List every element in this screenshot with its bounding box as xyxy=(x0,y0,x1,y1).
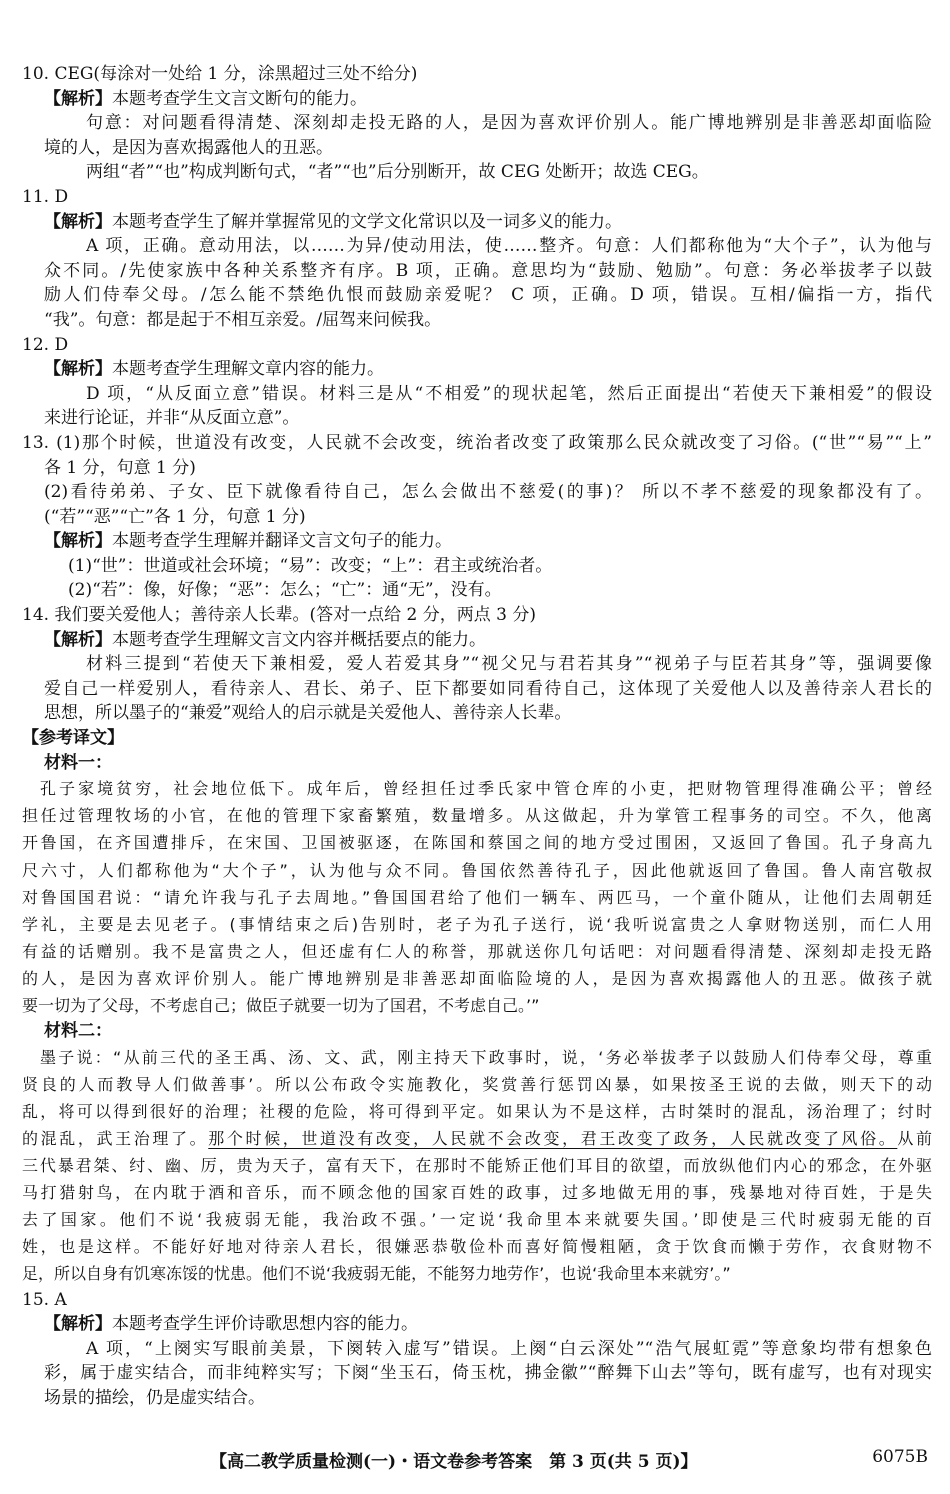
material-2-line: 乱，将可以得到很好的治理；社稷的危险，将可得到平定。如果认为不是这样，古时桀时的混乱，汤治理了；纣时 xyxy=(22,1101,932,1121)
material-1-line: 尺六寸，人们都称他为“大个子”，认为他与众不同。鲁国依然善待孔子，因此他就返回了鲁国。鲁人南宫敬叔 xyxy=(22,860,932,880)
analysis-tag: 【解析】 xyxy=(44,1314,112,1335)
footer-title: 【高二教学质量检测(一)・语文卷参考答案 第 3 页(共 5 页)】 xyxy=(210,1452,698,1472)
material-2-line: 足，所以自身有饥寒冻馁的忧患。他们不说‘我疲弱无能，不能努力地劳作’，也说‘我命里本来就穷’。” xyxy=(22,1264,731,1284)
q11-analysis xyxy=(22,210,932,235)
material-1-line: 学礼，主要是去见老子。(事情结束之后)告别时，老子为孔子送行，说‘我听说富贵之人拿财物送别，而仁人用 xyxy=(22,914,932,934)
q12-analysis xyxy=(22,357,932,382)
analysis-tag: 【解析】 xyxy=(44,629,112,650)
material-1-line: 要一切为了父母，不考虑自己；做臣子就要一切为了国君，不考虑自己。’” xyxy=(22,995,540,1015)
analysis-text: 本题考查学生理解文章内容的能力。 xyxy=(112,359,384,380)
material-1-title: 材料一： xyxy=(44,752,112,773)
analysis-text: 本题考查学生理解并翻译文言文句子的能力。 xyxy=(112,531,452,552)
q11-l1: A 项，正确。意动用法，以……为异/使动用法，使……整齐。句意：人们都称他为“大个子”，认为他与 xyxy=(86,236,932,257)
material-2-title: 材料二： xyxy=(44,1021,112,1042)
q13-l3: (2)看待弟弟、子女、臣下就像看待自己，怎么会做出不慈爱(的事)？ 所以不孝不慈爱的现象都没有了。 xyxy=(44,482,932,503)
q13-l4: (“若”“恶”“亡”各 1 分，句意 1 分) xyxy=(44,506,306,527)
q15-l1: A 项，“上阕实写眼前美景，下阕转入虚写”错误。上阕“白云深处”“浩气展虹霓”等意象均带有想象色 xyxy=(86,1338,932,1359)
page-footer xyxy=(0,1447,950,1471)
q12-l2: 来进行论证，并非“从反面立意”。 xyxy=(44,408,300,429)
q14-l1: 材料三提到“若使天下兼相爱，爱人若爱其身”“视父兄与君若其身”“视弟子与臣若其身”等，强调要像 xyxy=(86,654,932,675)
footer-code: 6075B xyxy=(872,1447,928,1467)
analysis-text: 本题考查学生理解文言文内容并概括要点的能力。 xyxy=(112,629,486,650)
q10-analysis xyxy=(22,87,932,112)
q14-l2: 爱自己一样爱别人，看待亲人、君长、弟子、臣下都要如同看待自己，这体现了关爱他人以及善待亲人君长的 xyxy=(44,678,932,699)
material-1-line: 开鲁国，在齐国遭排斥，在宋国、卫国被驱逐，在陈国和蔡国之间的地方受过围困，又返回了鲁国。孔子身高九 xyxy=(22,833,932,853)
q13-e1: (1)“世”：世道或社会环境；“易”：改变；“上”：君主或统治者。 xyxy=(68,555,553,576)
q10-answer: 10. CEG(每涂对一处给 1 分，涂黑超过三处不给分) xyxy=(22,64,418,84)
material-2-line: 姓，也是这样。不能好好地对待亲人君长，很嫌恶恭敬俭朴而喜好简慢粗陋，贪于饮食而懒于劳作，衣食财物不 xyxy=(22,1237,932,1257)
material-1-line: 担任过管理牧场的小官，在他的管理下家畜繁殖，数量增多。从这做起，升为掌管工程事务的司空。不久，他离 xyxy=(22,806,932,826)
q12-l1: D 项，“从反面立意”错误。材料三是从“不相爱”的现状起笔，然后正面提出“若使天下兼相爱”的假设 xyxy=(86,383,932,404)
q10-p2: 两组“者”“也”构成判断句式，“者”“也”后分别断开，故 CEG 处断开；故选 CEG。 xyxy=(86,162,709,183)
material-2-line: 贤良的人而教导人们做善事’。所以公布政令实施教化，奖赏善行惩罚凶暴，如果按圣王说的去做，则天下的动 xyxy=(22,1074,932,1094)
analysis-tag: 【解析】 xyxy=(44,88,112,109)
analysis-text: 本题考查学生评价诗歌思想内容的能力。 xyxy=(112,1314,418,1335)
text-span: 的混乱，武王治理了。 xyxy=(22,1128,209,1148)
q11-l2: 众不同。/先使家族中各种关系整齐有序。B 项，正确。意思均为“鼓励、勉励”。句意：务必举拔孝子以鼓 xyxy=(44,260,932,281)
translation-heading: 【参考译文】 xyxy=(22,728,124,749)
answer-page xyxy=(22,62,932,1410)
analysis-tag: 【解析】 xyxy=(44,211,112,232)
q14-answer: 14. 我们要关爱他人；善待亲人长辈。(答对一点给 2 分，两点 3 分) xyxy=(22,605,536,626)
analysis-text: 本题考查学生了解并掌握常见的文学文化常识以及一词多义的能力。 xyxy=(112,211,622,232)
q14-analysis xyxy=(22,628,932,653)
q15-analysis xyxy=(22,1312,932,1337)
q10-p1a: 句意：对问题看得清楚、深刻却走投无路的人，是因为喜欢评价别人。能广博地辨别是非善恶却面临险 xyxy=(86,113,932,134)
material-2-line: 墨子说：“从前三代的圣王禹、汤、文、武，刚主持天下政事时，说，‘务必举拔孝子以鼓励人们侍奉父母，尊重 xyxy=(40,1047,932,1067)
analysis-tag: 【解析】 xyxy=(44,359,112,380)
q14-l3: 思想，所以墨子的“兼爱”观给人的启示就是关爱他人、善待亲人长辈。 xyxy=(44,703,572,724)
analysis-tag: 【解析】 xyxy=(44,531,112,552)
q13-e2: (2)“若”：像，好像；“恶”：怎么；“亡”：通“无”，没有。 xyxy=(68,580,502,601)
material-2-line: 三代暴君桀、纣、幽、厉，贵为天子，富有天下，在那时不能矫正他们耳目的欲望，而放纵他们内心的邪念，在外驱 xyxy=(22,1156,932,1176)
material-1-line: 的人，是因为喜欢评价别人。能广博地辨别是非善恶却面临险境的人，是因为喜欢揭露他人的丑恶。做孩子就 xyxy=(22,968,932,988)
material-1-line: 孔子家境贫穷，社会地位低下。成年后，曾经担任过季氏家中管仓库的小吏，把财物管理得准确公平；曾经 xyxy=(40,779,932,799)
underlined-sentence: 那个时候，世道没有改变，人民就不会改变，君王改变了政务，人民就改变了风俗。 xyxy=(208,1128,898,1148)
material-1-line: 有益的话赠别。我不是富贵之人，但还虚有仁人的称誉，那就送你几句话吧：对问题看得清楚、深刻却走投无路 xyxy=(22,941,932,961)
q10-p1b: 境的人，是因为喜欢揭露他人的丑恶。 xyxy=(44,137,333,158)
analysis-text: 本题考查学生文言文断句的能力。 xyxy=(112,88,367,109)
material-1-line: 对鲁国国君说：“请允许我与孔子去周地。”鲁国国君给了他们一辆车、两匹马，一个童仆随从，让他们去周朝廷 xyxy=(22,887,932,907)
text-span: 从前 xyxy=(897,1128,932,1148)
material-2-underlined-line xyxy=(22,1125,932,1152)
q12-answer: 12. D xyxy=(22,334,69,355)
q15-answer: 15. A xyxy=(22,1289,67,1310)
q13-analysis xyxy=(22,529,932,554)
material-2-line: 去了国家。他们不说‘我疲弱无能，我治政不强。’一定说‘我命里本来就要失国。’即使是三代时疲弱无能的百 xyxy=(22,1210,932,1230)
q15-l3: 场景的描绘，仍是虚实结合。 xyxy=(44,1387,265,1408)
q11-answer: 11. D xyxy=(22,186,69,207)
q13-l1: 13. (1)那个时候，世道没有改变，人民就不会改变，统治者改变了政策那么民众就改变了习俗。(“世”“易”“上” xyxy=(22,432,932,453)
q13-l2: 各 1 分，句意 1 分) xyxy=(44,457,196,478)
q15-l2: 彩，属于虚实结合，而非纯粹实写；下阕“坐玉石，倚玉枕，拂金徽”“醉舞下山去”等句，既有虚写，也有对现实 xyxy=(44,1363,932,1384)
q11-l4: “我”。句意：都是起于不相互亲爱。/屈驾来问候我。 xyxy=(44,309,442,330)
material-2-line: 马打猎射鸟，在内耽于酒和音乐，而不顾念他的国家百姓的政事，过多地做无用的事，残暴地对待百姓，于是失 xyxy=(22,1183,932,1203)
q11-l3: 励人们侍奉父母。/怎么能不禁绝仇恨而鼓励亲爱呢？ C 项，正确。D 项，错误。互相/偏指一方，指代 xyxy=(44,285,932,306)
